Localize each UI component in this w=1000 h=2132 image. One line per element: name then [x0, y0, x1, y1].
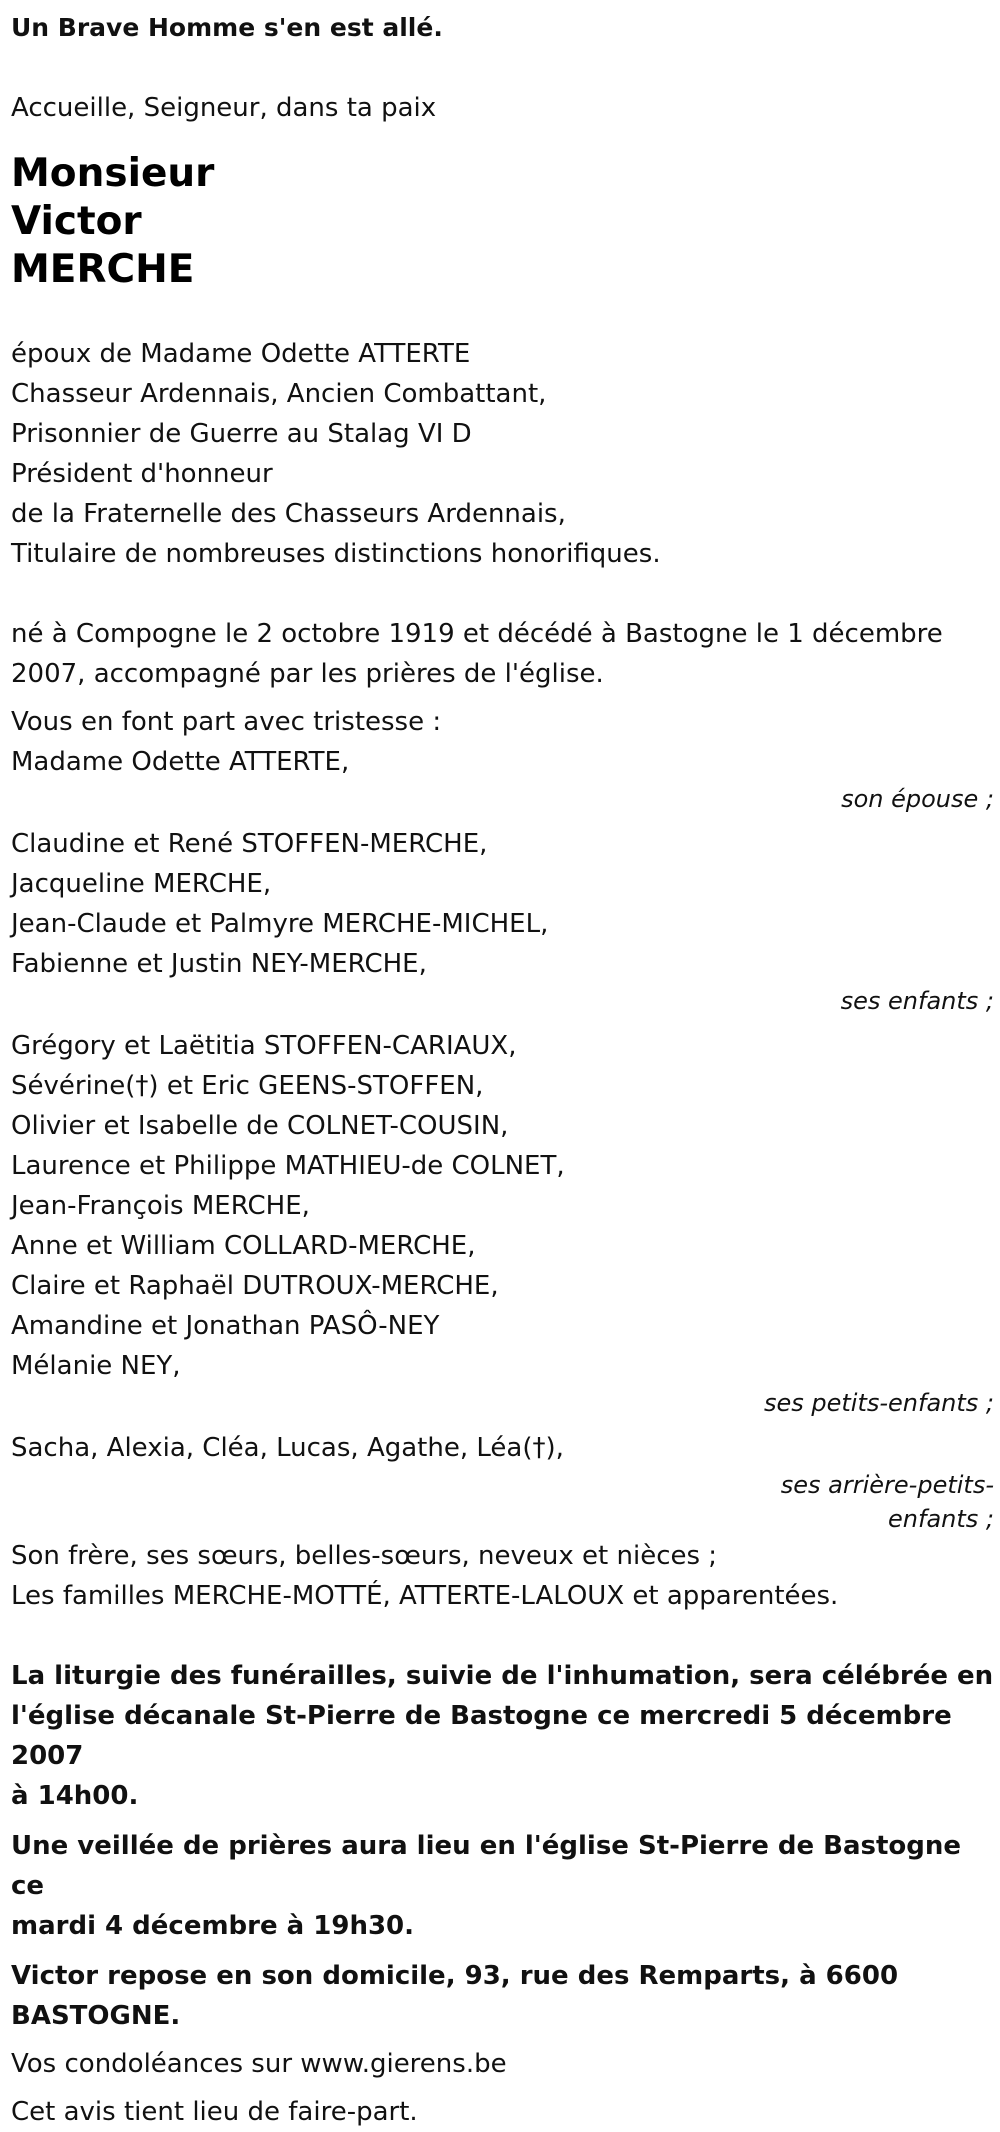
child-name: Jean-Claude et Palmyre MERCHE-MICHEL, [11, 909, 549, 939]
grandchild-name: Olivier et Isabelle de COLNET-COUSIN, [11, 1111, 509, 1141]
grandchild-name: Laurence et Philippe MATHIEU-de COLNET, [11, 1151, 565, 1181]
grandchildren-role: ses petits-enfants ; [763, 1389, 994, 1417]
liturgy-paragraph [11, 1656, 996, 1816]
birth-death-line: né à Compogne le 2 octobre 1919 et décédé à Bastogne le 1 décembre [11, 619, 943, 649]
rest-paragraph [11, 1956, 996, 2036]
notice-line: Cet avis tient lieu de faire-part. [11, 2097, 418, 2127]
deceased-name [11, 150, 996, 294]
great-grandchildren-group [11, 1428, 996, 1536]
child-name: Jacqueline MERCHE, [11, 869, 272, 899]
biography-line: Titulaire de nombreuses distinctions honorifiques. [11, 539, 661, 569]
footer-block [11, 2044, 996, 2132]
rest-line: BASTOGNE. [11, 2001, 181, 2031]
liturgy-line: l'église décanale St-Pierre de Bastogne ce mercredi 5 décembre 2007 [11, 1701, 952, 1771]
biography-line: époux de Madame Odette ATTERTE [11, 339, 471, 369]
other-relatives-line: Les familles MERCHE-MOTTÉ, ATTERTE-LALOUX et apparentées. [11, 1581, 839, 1611]
announcement-intro: Vous en font part avec tristesse : [11, 707, 442, 737]
grandchild-name: Sévérine(†) et Eric GEENS-STOFFEN, [11, 1071, 484, 1101]
grandchild-name: Claire et Raphaël DUTROUX-MERCHE, [11, 1271, 499, 1301]
vigil-line: mardi 4 décembre à 19h30. [11, 1911, 415, 1941]
announcement-block [11, 702, 996, 1616]
children-role: ses enfants ; [840, 987, 994, 1015]
grandchild-name: Grégory et Laëtitia STOFFEN-CARIAUX, [11, 1031, 517, 1061]
child-name: Claudine et René STOFFEN-MERCHE, [11, 829, 488, 859]
grandchild-name: Anne et William COLLARD-MERCHE, [11, 1231, 476, 1261]
biography-line: de la Fraternelle des Chasseurs Ardennais, [11, 499, 566, 529]
spouse-name: Madame Odette ATTERTE, [11, 747, 350, 777]
rest-line: Victor repose en son domicile, 93, rue des Remparts, à 6600 [11, 1961, 899, 1991]
liturgy-line: à 14h00. [11, 1781, 139, 1811]
birth-death-line: 2007, accompagné par les prières de l'église. [11, 659, 604, 689]
grandchild-name: Mélanie NEY, [11, 1351, 181, 1381]
birth-death-block [11, 614, 996, 694]
great-grandchildren-names: Sacha, Alexia, Cléa, Lucas, Agathe, Léa(†), [11, 1433, 564, 1463]
deceased-salutation: Monsieur [11, 151, 215, 196]
spouse-group [11, 742, 996, 816]
biography-block [11, 334, 996, 574]
ceremony-block [11, 1656, 996, 2036]
biography-line: Chasseur Ardennais, Ancien Combattant, [11, 379, 547, 409]
vigil-paragraph [11, 1826, 996, 1946]
children-group [11, 824, 996, 1018]
obituary-content [11, 0, 996, 2132]
deceased-last-name: MERCHE [11, 247, 195, 292]
prayer-line: Accueille, Seigneur, dans ta paix [11, 93, 437, 123]
grandchildren-group [11, 1026, 996, 1420]
grandchild-name: Jean-François MERCHE, [11, 1191, 310, 1221]
spouse-role: son épouse ; [841, 785, 994, 813]
vigil-line: Une veillée de prières aura lieu en l'église St-Pierre de Bastogne ce [11, 1831, 962, 1901]
header-title: Un Brave Homme s'en est allé. [11, 13, 443, 42]
great-grandchildren-role-line: enfants ; [888, 1505, 994, 1533]
liturgy-line: La liturgie des funérailles, suivie de l'inhumation, sera célébrée en [11, 1661, 994, 1691]
biography-line: Prisonnier de Guerre au Stalag VI D [11, 419, 472, 449]
other-relatives-line: Son frère, ses sœurs, belles-sœurs, neveux et nièces ; [11, 1541, 718, 1571]
great-grandchildren-role [764, 1468, 994, 1536]
biography-line: Président d'honneur [11, 459, 273, 489]
child-name: Fabienne et Justin NEY-MERCHE, [11, 949, 427, 979]
grandchild-name: Amandine et Jonathan PASÔ-NEY [11, 1311, 440, 1341]
other-relatives [11, 1536, 996, 1616]
condolences-line: Vos condoléances sur www.gierens.be [11, 2049, 507, 2079]
deceased-first-name: Victor [11, 199, 142, 244]
great-grandchildren-role-line: ses arrière-petits- [780, 1471, 994, 1499]
